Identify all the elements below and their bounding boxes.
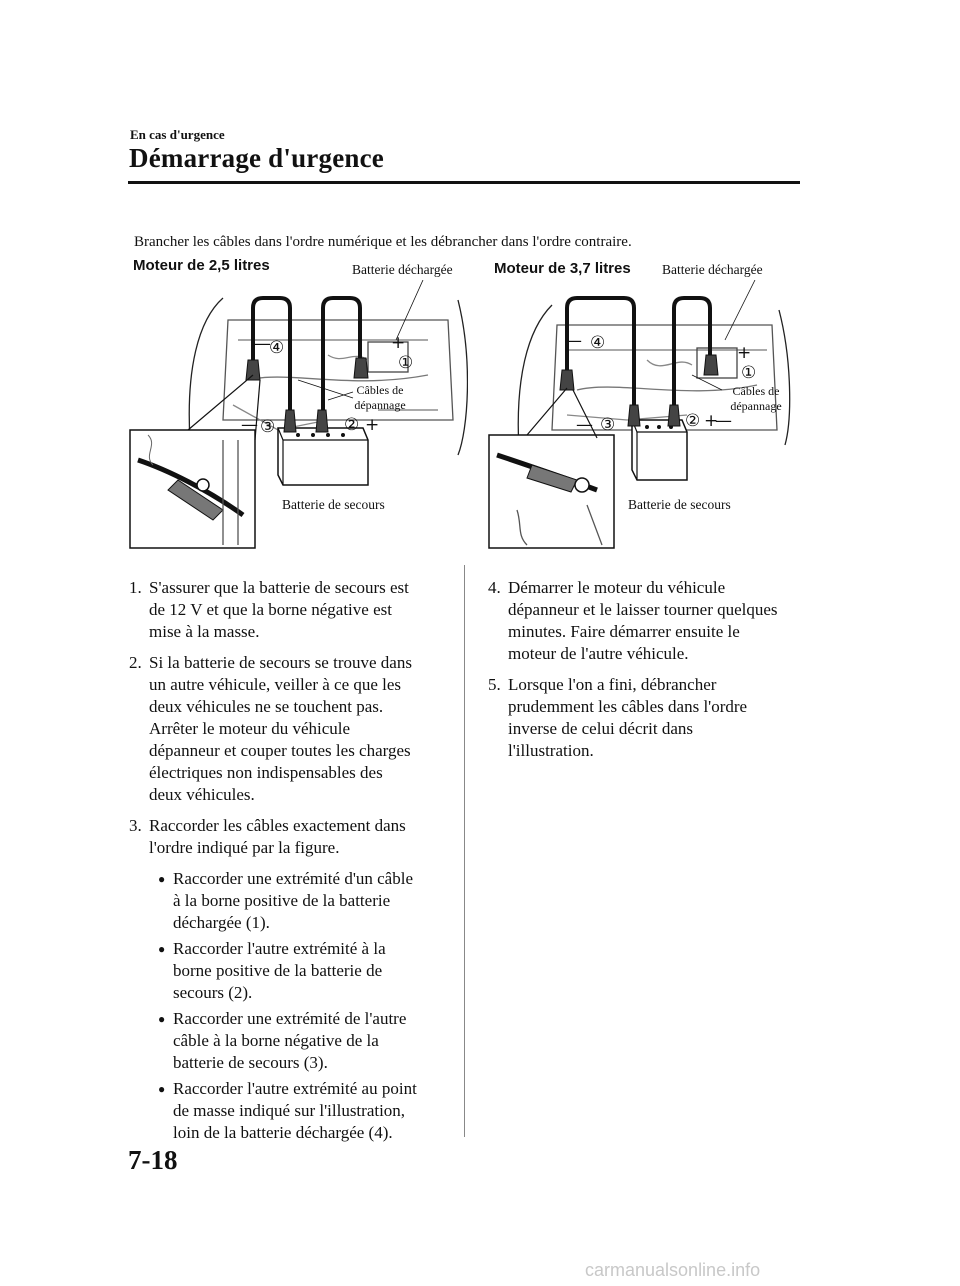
marker-2-right: ② [685, 411, 701, 431]
bullet-icon: ● [158, 872, 166, 886]
booster-battery-label-left: Batterie de secours [282, 497, 385, 512]
dead-battery-label-right: Batterie déchargée [662, 262, 763, 277]
minus-sign-left-3: — [241, 415, 258, 435]
marker-3-left: ③ [260, 417, 276, 437]
section-label: En cas d'urgence [130, 127, 225, 142]
page-number: 7-18 [128, 1145, 178, 1175]
bullet-item-3: ● Raccorder une extrémité de l'autre câble à la borne négative de la batterie de secours (3). [158, 1009, 407, 1072]
bullet-icon: ● [158, 942, 166, 956]
bullet-item-4: ● Raccorder l'autre extrémité au point de masse indiqué sur l'illustration, loin de la batterie déchargée (4). [158, 1079, 417, 1142]
watermark: carmanualsonline.info [585, 1260, 761, 1280]
marker-1-right: ① [741, 363, 757, 383]
step-4: 4. Démarrer le moteur du véhicule dépanneur et le laisser tourner quelques minutes. Faire démarrer ensuite le moteur de l'autre véhicule. [488, 578, 778, 663]
page-title: Démarrage d'urgence [129, 143, 384, 173]
plus-sign-right-1: + [737, 343, 752, 363]
bullet-icon: ● [158, 1012, 166, 1026]
bullet-item-2: ● Raccorder l'autre extrémité à la borne positive de la batterie de secours (2). [158, 939, 386, 1002]
step-1: 1. S'assurer que la batterie de secours est de 12 V et que la borne négative est mise à la masse. [129, 578, 409, 641]
step-2: 2. Si la batterie de secours se trouve dans un autre véhicule, veiller à ce que les deux véhicules ne se touchent pas. Arrêter le moteur du véhicule dépanneur et couper toutes les charges électriques non indispensables des deux véhicules. [129, 653, 412, 804]
marker-2-left: ② [344, 415, 360, 435]
title-rule [128, 181, 800, 184]
booster-battery-icon-right [632, 420, 687, 480]
instructions-left-column [129, 577, 459, 1144]
marker-3-right: ③ [600, 415, 616, 435]
minus-sign-right-3: — [576, 415, 593, 435]
minus-sign-right-4: — [565, 331, 582, 351]
inset-detail-left [130, 375, 260, 548]
minus-sign-right-2: — [715, 411, 732, 431]
figure-caption: Brancher les câbles dans l'ordre numérique et les débrancher dans l'ordre contraire. [134, 234, 632, 250]
step-3: 3. Raccorder les câbles exactement dans l'ordre indiqué par la figure. [129, 816, 406, 857]
marker-4-left: ④ [269, 338, 285, 358]
instructions-right-column [488, 577, 808, 771]
jumper-cables-label-left: Câbles de dépannage [354, 383, 406, 412]
fender-left [189, 298, 223, 440]
engine-label-left: Moteur de 2,5 litres [133, 257, 270, 274]
bullet-icon: ● [158, 1082, 166, 1096]
engine-label-right: Moteur de 3,7 litres [494, 260, 631, 277]
column-divider [464, 565, 465, 1137]
booster-battery-icon-left [278, 428, 368, 485]
step-5: 5. Lorsque l'on a fini, débrancher prudemment les câbles dans l'ordre inverse de celui décrit dans l'illustration. [488, 675, 748, 760]
plus-sign-right-2: + [704, 411, 719, 431]
inset-detail-right [489, 388, 614, 548]
marker-1-left: ① [398, 353, 414, 373]
plus-sign-left-2: + [365, 415, 380, 435]
jumper-cables-label-right: Câbles de dépannage [730, 384, 782, 413]
marker-4-right: ④ [590, 333, 606, 353]
dead-battery-label-left: Batterie déchargée [352, 262, 453, 277]
bullet-item-1: ● Raccorder une extrémité d'un câble à la borne positive de la batterie déchargée (1). [158, 869, 414, 932]
minus-sign-left-4: — [254, 334, 271, 354]
plus-sign-left-1: + [391, 333, 406, 353]
booster-battery-label-right: Batterie de secours [628, 497, 731, 512]
